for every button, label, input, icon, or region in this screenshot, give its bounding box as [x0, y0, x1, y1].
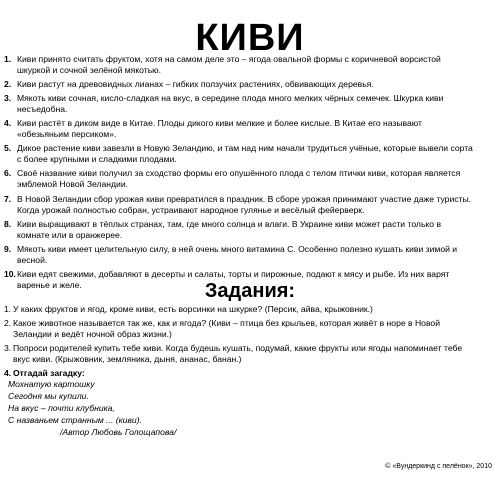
fact-text: Киви выращивают в тёплых странах, там, где много солнца и влаги. В Украине киви может расти только в комнате или в оранжерее.: [17, 218, 442, 240]
poem-line: С названьем странным ... (киви).: [8, 415, 142, 426]
fact-number: 8.: [4, 218, 12, 229]
fact-number: 2.: [4, 79, 12, 90]
fact-text: Дикое растение киви завезли в Новую Зеландию, и там над ним начали трудиться учёные, которые вывели сорта с более крупными и сладкими плодами.: [17, 143, 473, 165]
list-item: [4, 54, 474, 76]
task-number: 2.: [4, 318, 12, 328]
fact-text: Своё название киви получил за сходство формы его опушённого плода с телом птички киви, которая является эмблемой Новой Зеландии.: [17, 168, 461, 190]
task-text: Какое животное называется так же, как и ягода? (Киви – птица без крыльев, которая живёт в норе в Новой Зеландии и ведёт ночной образ жизни.): [13, 318, 441, 339]
tasks-heading: Задания:: [204, 280, 296, 302]
facts-list: [4, 54, 474, 294]
copyright-notice: © «Вундеркинд с пелёнок», 2010: [385, 463, 492, 470]
fact-text: Киви едят свежими, добавляют в десерты и салаты, торты и пирожные, подают к мясу и рыбе. Из них варят варенье и желе.: [17, 268, 450, 290]
task-text: Попроси родителей купить тебе киви. Когда будешь кушать, подумай, какие фрукты или ягоды напоминает тебе вкус киви. (Крыжовник, земляника, дыня, ананас, банан.): [13, 343, 463, 364]
poem-author: /Автор Любовь Голощапова/: [60, 427, 177, 438]
fact-number: 4.: [4, 118, 12, 129]
fact-number: 3.: [4, 93, 12, 104]
fact-number: 7.: [4, 193, 12, 204]
page-title: КИВИ: [195, 17, 305, 59]
fact-number: 1.: [4, 54, 12, 64]
list-item: [4, 304, 474, 315]
list-item: [4, 318, 474, 340]
tasks-list: [4, 304, 474, 382]
list-item: [4, 118, 474, 140]
fact-text: Киви растёт в диком виде в Китае. Плоды дикого киви мелкие и более кислые. В Китае его называют «обезьяньим персиком».: [17, 118, 422, 140]
fact-number: 5.: [4, 143, 12, 154]
fact-number: 9.: [4, 243, 12, 254]
list-item: [4, 143, 474, 165]
task-number: 3.: [4, 343, 12, 353]
fact-number: 10.: [4, 268, 16, 279]
riddle-poem: [8, 378, 308, 438]
task-number: 1.: [4, 304, 12, 314]
list-item: [4, 244, 474, 266]
list-item: [4, 168, 474, 190]
poem-line: Мохнатую картошку: [8, 379, 95, 389]
fact-text: Киви принято считать фруктом, хотя на самом деле это – ягода овальной формы с коричневой ворсистой шкуркой и сочной зелёной мякотью.: [17, 54, 441, 75]
fact-number: 6.: [4, 168, 12, 179]
fact-text: В Новой Зеландии сбор урожая киви превратился в праздник. В сборе урожая принимают участие даже туристы. Когда урожай полностью собран, устраивают народное гулянье и весёлый фейерверк.: [17, 193, 472, 215]
fact-text: Киви растут на древовидных лианах – гибких ползучих растениях, обвивающих деревья.: [17, 79, 374, 90]
fact-text: Мякоть киви имеет целительную силу, в ней очень много витамина С. Особенно полезно кушать киви зимой и весной.: [17, 243, 458, 265]
list-item: [4, 219, 474, 241]
poem-line: На вкус – почти клубника,: [8, 403, 115, 414]
list-item: [4, 343, 474, 365]
task-text: У каких фруктов и ягод, кроме киви, есть ворсинки на шкурке? (Персик, айва, крыжовник.): [13, 304, 373, 314]
poem-line: Сегодня мы купили.: [8, 391, 89, 402]
riddle-heading: Отгадай загадку:: [13, 368, 85, 378]
list-item: [4, 79, 474, 90]
fact-text: Мякоть киви сочная, кисло-сладкая на вкус, в середине плода много мелких чёрных семечек. Шкурка киви несъедобна.: [17, 93, 444, 115]
list-item: [4, 93, 474, 115]
list-item: [4, 194, 474, 216]
task-number: 4.: [4, 368, 12, 378]
